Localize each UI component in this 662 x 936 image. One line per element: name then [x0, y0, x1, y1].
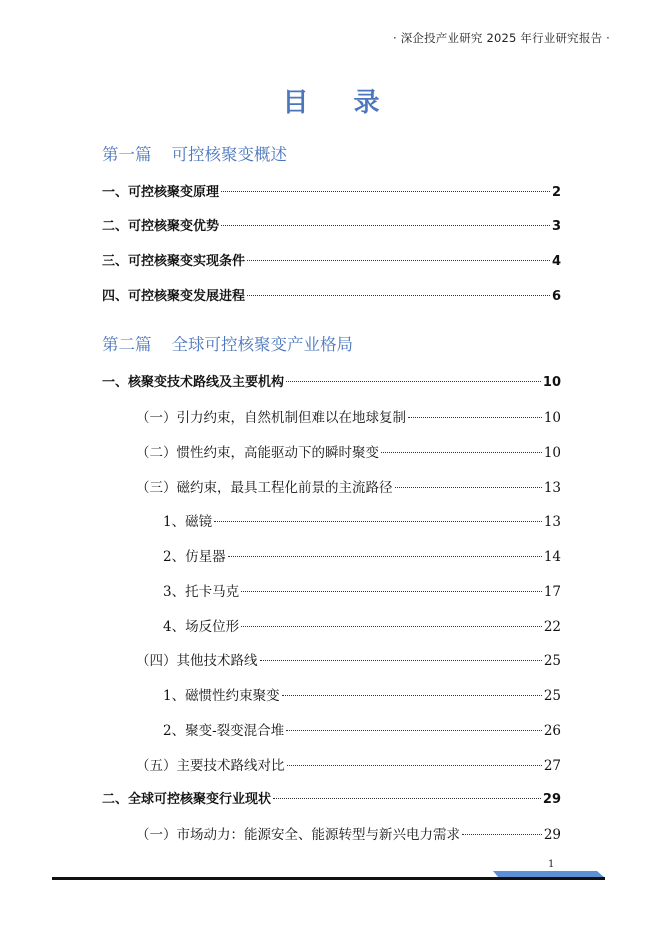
toc-entry-label: 三、可控核聚变实现条件: [102, 254, 246, 269]
dot-leader: [214, 521, 542, 522]
part-name: 全球可控核聚变产业格局: [171, 335, 353, 354]
toc-entry-page: 10: [543, 410, 561, 426]
part-heading-2[interactable]: [102, 331, 353, 355]
toc-entry[interactable]: [163, 583, 561, 601]
toc-entry-label: 二、全球可控核聚变行业现状: [102, 792, 272, 807]
toc-entry-label: 二、可控核聚变优势: [102, 219, 220, 234]
toc-entry[interactable]: [163, 513, 561, 531]
footer-rule: [52, 877, 605, 880]
dot-leader: [241, 626, 542, 627]
toc-entry-label: 2、仿星器: [163, 549, 226, 565]
dot-leader: [273, 798, 541, 799]
footer-page-number: 1: [548, 859, 555, 870]
dot-leader: [462, 834, 542, 835]
toc-title: 目 录: [282, 88, 398, 118]
toc-entry-page: 13: [543, 480, 561, 496]
toc-entry[interactable]: [136, 652, 561, 670]
toc-entry-label: 1、磁惯性约束聚变: [163, 688, 280, 704]
toc-entry-page: 13: [543, 514, 561, 530]
dot-leader: [247, 295, 550, 296]
dot-leader: [395, 487, 542, 488]
toc-entry-label: （一）市场动力：能源安全、能源转型与新兴电力需求: [136, 827, 460, 843]
toc-entry-page: 25: [543, 688, 561, 704]
toc-entry-label: 一、可控核聚变原理: [102, 185, 220, 200]
dot-leader: [228, 556, 542, 557]
dot-leader: [260, 660, 542, 661]
toc-entry[interactable]: [136, 826, 561, 844]
toc-entry[interactable]: [102, 253, 561, 271]
toc-entry[interactable]: [163, 618, 561, 636]
dot-leader: [247, 260, 550, 261]
toc-entry[interactable]: [102, 184, 561, 202]
dot-leader: [282, 695, 542, 696]
part-label: 第二篇: [102, 335, 152, 354]
toc-entry-label: （一）引力约束，自然机制但难以在地球复制: [136, 410, 406, 426]
toc-entry-page: 6: [551, 289, 561, 304]
toc-entry-page: 27: [543, 758, 561, 774]
toc-entry-page: 29: [542, 792, 561, 807]
toc-entry-page: 26: [543, 723, 561, 739]
toc-entry[interactable]: [163, 548, 561, 566]
toc-entry-page: 2: [551, 185, 561, 200]
toc-entry[interactable]: [136, 757, 561, 775]
part-label: 第一篇: [102, 145, 152, 164]
toc-entry-label: 2、聚变-裂变混合堆: [163, 723, 285, 739]
toc-entry[interactable]: [136, 479, 561, 497]
part-heading-1[interactable]: [102, 141, 287, 165]
toc-entry-label: 4、场反位形: [163, 619, 240, 635]
toc-entry-label: 1、磁镜: [163, 514, 213, 530]
toc-entry-page: 10: [542, 375, 561, 390]
toc-entry-page: 29: [543, 827, 561, 843]
toc-entry-page: 22: [543, 619, 561, 635]
toc-entry[interactable]: [136, 409, 561, 427]
toc-entry-label: （五）主要技术路线对比: [136, 758, 285, 774]
toc-entry-page: 4: [551, 254, 561, 269]
dot-leader: [241, 591, 542, 592]
part-name: 可控核聚变概述: [171, 145, 287, 164]
dot-leader: [287, 765, 542, 766]
toc-entry-page: 3: [551, 219, 561, 234]
toc-entry-label: 3、托卡马克: [163, 584, 240, 600]
toc-entry-page: 10: [543, 445, 561, 461]
toc-entry[interactable]: [163, 687, 561, 705]
toc-entry-page: 14: [543, 549, 561, 565]
dot-leader: [221, 191, 550, 192]
toc-entry[interactable]: [102, 218, 561, 236]
dot-leader: [286, 730, 542, 731]
toc-entry[interactable]: [102, 288, 561, 306]
toc-entry-label: （四）其他技术路线: [136, 653, 258, 669]
toc-entry[interactable]: [102, 374, 561, 392]
dot-leader: [286, 381, 541, 382]
toc-entry-label: 一、核聚变技术路线及主要机构: [102, 375, 285, 390]
report-header-note: · 深企投产业研究 2025 年行业研究报告 ·: [393, 31, 610, 45]
dot-leader: [381, 452, 542, 453]
toc-entry-label: （二）惯性约束，高能驱动下的瞬时聚变: [136, 445, 379, 461]
toc-entry[interactable]: [102, 791, 561, 809]
toc-entry-label: （三）磁约束，最具工程化前景的主流路径: [136, 480, 393, 496]
dot-leader: [221, 225, 550, 226]
toc-entry[interactable]: [163, 722, 561, 740]
toc-entry-page: 17: [543, 584, 561, 600]
toc-entry[interactable]: [136, 444, 561, 462]
toc-entry-label: 四、可控核聚变发展进程: [102, 289, 246, 304]
dot-leader: [408, 417, 542, 418]
toc-entry-page: 25: [543, 653, 561, 669]
